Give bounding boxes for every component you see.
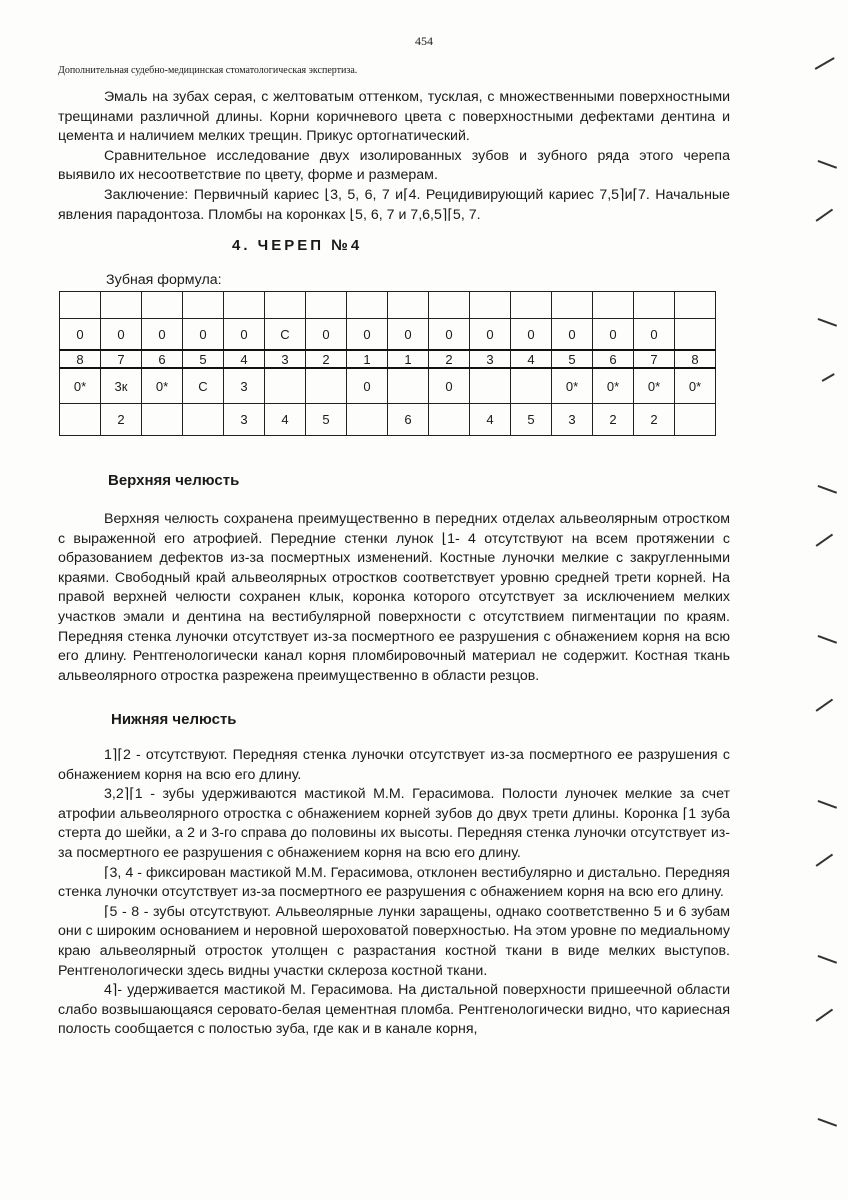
formula-cell	[347, 292, 388, 319]
tooth-number-cell: 3	[470, 350, 511, 368]
intro-section	[58, 88, 730, 225]
formula-cell	[183, 292, 224, 319]
formula-cell: 0	[388, 319, 429, 351]
intro-paragraph: Сравнительное исследование двух изолированных зубов и зубного ряда этого черепа выявило их несоответствие по цвету, форме и размерам.	[58, 147, 730, 184]
formula-cell	[306, 292, 347, 319]
section-title: 4. ЧЕРЕП №4	[232, 237, 363, 254]
formula-cell: 0*	[675, 368, 716, 404]
formula-cell: 0	[634, 319, 675, 351]
formula-cell	[470, 368, 511, 404]
formula-cell	[429, 404, 470, 436]
formula-cell: 2	[101, 404, 142, 436]
formula-cell: 0*	[634, 368, 675, 404]
scan-mark	[818, 485, 837, 493]
formula-cell: 0*	[142, 368, 183, 404]
formula-cell: 6	[388, 404, 429, 436]
scan-mark	[816, 854, 833, 867]
lower-jaw-paragraph: 1⌉⌈2 - отсутствуют. Передняя стенка луночки отсутствует из-за посмертного ее разрушения с обнажением корня на всю его длину.	[58, 747, 730, 783]
formula-cell	[306, 368, 347, 404]
formula-cell	[675, 292, 716, 319]
lower-jaw-section	[58, 746, 730, 1040]
lower-jaw-paragraph: 3,2⌉⌈1 - зубы удерживаются мастикой М.М. Герасимова. Полости луночек мелкие за счет атрофии альвеолярного отростка с обнажением корней зубов до двух трети длины. Коронка ⌈1 зуба стерта до шейки, а 2 и 3-го справа до половины их высоты. Передняя стенка луночки отсутствует из-за посмертного ее разрушения с обнажением корня на всю его длину.	[58, 786, 730, 861]
conclusion-paragraph: Заключение: Первичный кариес ⌊3, 5, 6, 7 и⌈4. Рецидивирующий кариес 7,5⌉и⌈7. Начальные явления парадонтоза. Пломбы на коронках ⌊5, 6, 7 и 7,6,5⌉⌈5, 7.	[58, 186, 730, 223]
tooth-number-cell: 8	[675, 350, 716, 368]
scan-mark	[818, 635, 837, 643]
formula-cell	[142, 404, 183, 436]
formula-cell: 0*	[552, 368, 593, 404]
formula-label: Зубная формула:	[106, 272, 222, 288]
formula-cell	[675, 319, 716, 351]
formula-cell: 3к	[101, 368, 142, 404]
formula-cell: 0	[101, 319, 142, 351]
lower-jaw-paragraph: ⌈5 - 8 - зубы отсутствуют. Альвеолярные лунки заращены, однако соответственно 5 и 6 зубам они с широким основанием и неровной шероховатой поверхностью. На этом уровне по медиальному краю альвеолярный отросток утолщен с разрастания костной ткани в виде мелких выступов. Рентгенологически здесь видны участки склероза костной ткани.	[58, 903, 730, 979]
formula-cell: 0	[60, 319, 101, 351]
scan-mark	[815, 57, 835, 69]
formula-cell: 0	[429, 319, 470, 351]
dental-formula-row	[60, 292, 716, 319]
formula-cell: С	[183, 368, 224, 404]
formula-cell: 0	[306, 319, 347, 351]
formula-cell	[634, 292, 675, 319]
formula-cell	[183, 404, 224, 436]
scan-mark	[818, 955, 837, 963]
formula-cell: 0	[347, 368, 388, 404]
scan-mark	[816, 1009, 833, 1022]
formula-cell: С	[265, 319, 306, 351]
formula-cell	[552, 292, 593, 319]
formula-cell: 0*	[593, 368, 634, 404]
upper-jaw-heading: Верхняя челюсть	[108, 472, 240, 489]
scan-mark	[818, 318, 837, 326]
formula-cell: 2	[593, 404, 634, 436]
formula-cell	[347, 404, 388, 436]
tooth-number-cell: 3	[265, 350, 306, 368]
formula-cell: 0	[470, 319, 511, 351]
formula-cell	[224, 292, 265, 319]
tooth-number-cell: 2	[306, 350, 347, 368]
formula-cell: 4	[470, 404, 511, 436]
upper-jaw-text: Верхняя челюсть сохранена преимущественно в передних отделах альвеолярным отростком с выраженной его атрофией. Передние стенки лунок ⌊1- 4 отсутствуют на всем протяжении с образованием дефектов из-за посмертных изменений. Костные луночки мелкие с закругленными краями. Свободный край альвеолярных отростков соответствует уровню средней трети корней. На правой верхней челюсти сохранен клык, коронка которого отсутствует за исключением мелких участков эмали и дентина на вестибулярной поверхности с отсутствием пигментации по краям. Передняя стенка луночки отсутствует из-за посмертного ее разрушения с обнажением корня на всю его длину. Рентгенологически канал корня пломбировочный материал не содержит. Костная ткань альвеолярного отростка разрежена преимущественно в области резцов.	[58, 511, 730, 684]
dental-formula-row	[60, 368, 716, 404]
intro-paragraph: Эмаль на зубах серая, с желтоватым оттенком, тусклая, с множественными поверхностными трещинами различной длины. Корни коричневого цвета с поверхностными дефектами дентина и цемента и наличием мелких трещин. Прикус ортогнатический.	[58, 89, 730, 145]
formula-cell: 0	[552, 319, 593, 351]
formula-cell: 0	[347, 319, 388, 351]
formula-cell	[60, 404, 101, 436]
formula-cell: 0	[511, 319, 552, 351]
formula-cell	[142, 292, 183, 319]
tooth-number-cell: 5	[183, 350, 224, 368]
tooth-number-cell: 6	[142, 350, 183, 368]
formula-cell	[60, 292, 101, 319]
formula-cell	[388, 368, 429, 404]
formula-cell: 0	[429, 368, 470, 404]
dental-formula-row	[60, 404, 716, 436]
tooth-number-cell: 7	[101, 350, 142, 368]
formula-cell	[675, 404, 716, 436]
formula-cell	[265, 368, 306, 404]
tooth-number-cell: 4	[511, 350, 552, 368]
scan-mark	[816, 209, 833, 222]
formula-cell: 3	[224, 368, 265, 404]
formula-cell: 5	[306, 404, 347, 436]
formula-cell	[470, 292, 511, 319]
tooth-number-cell: 5	[552, 350, 593, 368]
lower-jaw-heading: Нижняя челюсть	[111, 711, 237, 728]
upper-jaw-section	[58, 510, 730, 686]
dental-formula-table	[59, 291, 716, 436]
formula-cell: 0*	[60, 368, 101, 404]
formula-cell: 3	[224, 404, 265, 436]
tooth-number-cell: 6	[593, 350, 634, 368]
formula-cell	[511, 368, 552, 404]
scan-mark	[816, 534, 833, 547]
scan-mark	[818, 800, 837, 808]
formula-cell	[388, 292, 429, 319]
tooth-number-cell: 1	[388, 350, 429, 368]
tooth-number-cell: 8	[60, 350, 101, 368]
formula-cell	[593, 292, 634, 319]
formula-cell: 4	[265, 404, 306, 436]
dental-formula-row	[60, 319, 716, 351]
scan-mark	[822, 373, 835, 381]
formula-cell: 3	[552, 404, 593, 436]
running-head: Дополнительная судебно-медицинская стоматологическая экспертиза.	[58, 65, 358, 76]
scan-mark	[818, 160, 837, 168]
formula-cell	[265, 292, 306, 319]
tooth-number-row	[60, 350, 716, 368]
formula-cell: 2	[634, 404, 675, 436]
formula-cell: 0	[183, 319, 224, 351]
formula-cell: 5	[511, 404, 552, 436]
tooth-number-cell: 2	[429, 350, 470, 368]
formula-cell: 0	[593, 319, 634, 351]
scan-mark	[818, 1118, 837, 1126]
lower-jaw-paragraph: ⌈3, 4 - фиксирован мастикой М.М. Герасимова, отклонен вестибулярно и дистально. Передняя стенка луночки отсутствует из-за посмертного ее разрушения с обнажением корня на всю его длину.	[58, 864, 730, 901]
formula-cell	[511, 292, 552, 319]
tooth-number-cell: 7	[634, 350, 675, 368]
formula-cell: 0	[224, 319, 265, 351]
page-number: 454	[415, 34, 433, 48]
formula-cell	[429, 292, 470, 319]
lower-jaw-paragraph: 4⌉- удерживается мастикой М. Герасимова. На дистальной поверхности пришеечной области слабо возвышающаяся серовато-белая цементная пломба. Рентгенологически видно, что кариесная полость сообщается с полостью зуба, где как и в канале корня,	[58, 982, 730, 1038]
scan-mark	[816, 699, 833, 712]
formula-cell: 0	[142, 319, 183, 351]
formula-cell	[101, 292, 142, 319]
tooth-number-cell: 4	[224, 350, 265, 368]
tooth-number-cell: 1	[347, 350, 388, 368]
